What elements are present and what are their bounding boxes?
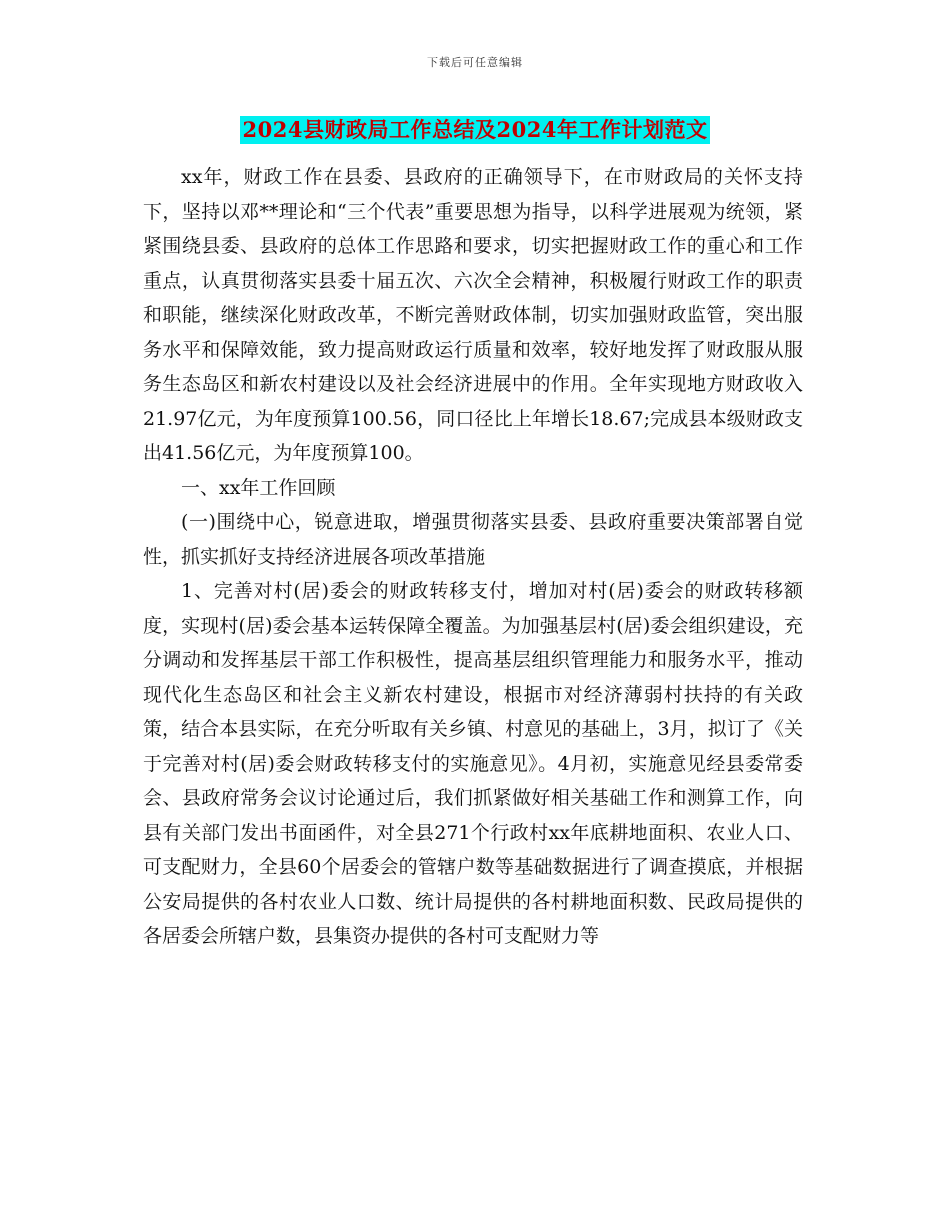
document-body bbox=[143, 160, 803, 954]
title-container bbox=[0, 116, 950, 144]
section-heading: 一、xx年工作回顾 bbox=[181, 476, 336, 499]
header-note: 下载后可任意编辑 bbox=[427, 56, 523, 69]
paragraph-intro: xx年，财政工作在县委、县政府的正确领导下，在市财政局的关怀支持下，坚持以邓**理论和“三个代表”重要思想为指导，以科学进展观为统领，紧紧围绕县委、县政府的总体工作思路和要求，切实把握财政工作的重心和工作重点，认真贯彻落实县委十届五次、六次全会精神，积极履行财政工作的职责和职能，继续深化财政改革，不断完善财政体制，切实加强财政监管，突出服务水平和保障效能，致力提高财政运行质量和效率，较好地发挥了财政服从服务生态岛区和新农村建设以及社会经济进展中的作用。全年实现地方财政收入21.97亿元，为年度预算100.56，同口径比上年增长18.67;完成县本级财政支出41.56亿元，为年度预算100。 bbox=[143, 166, 803, 464]
paragraph-item-1: 1、完善对村(居)委会的财政转移支付，增加对村(居)委会的财政转移额度，实现村(居)委会基本运转保障全覆盖。为加强基层村(居)委会组织建设，充分调动和发挥基层干部工作积极性，提高基层组织管理能力和服务水平，推动现代化生态岛区和社会主义新农村建设，根据市对经济薄弱村扶持的有关政策，结合本县实际，在充分听取有关乡镇、村意见的基础上，3月，拟订了《关于完善对村(居)委会财政转移支付的实施意见》。4月初，实施意见经县委常委会、县政府常务会议讨论通过后，我们抓紧做好相关基础工作和测算工作，向县有关部门发出书面函件，对全县271个行政村xx年底耕地面积、农业人口、可支配财力，全县60个居委会的管辖户数等基础数据进行了调查摸底，并根据公安局提供的各村农业人口数、统计局提供的各村耕地面积数、民政局提供的各居委会所辖户数，县集资办提供的各村可支配财力等 bbox=[143, 580, 803, 947]
document-title: 2024县财政局工作总结及2024年工作计划范文 bbox=[240, 116, 711, 144]
subsection-heading: (一)围绕中心，锐意进取，增强贯彻落实县委、县政府重要决策部署自觉性，抓实抓好支持经济进展各项改革措施 bbox=[143, 511, 803, 568]
